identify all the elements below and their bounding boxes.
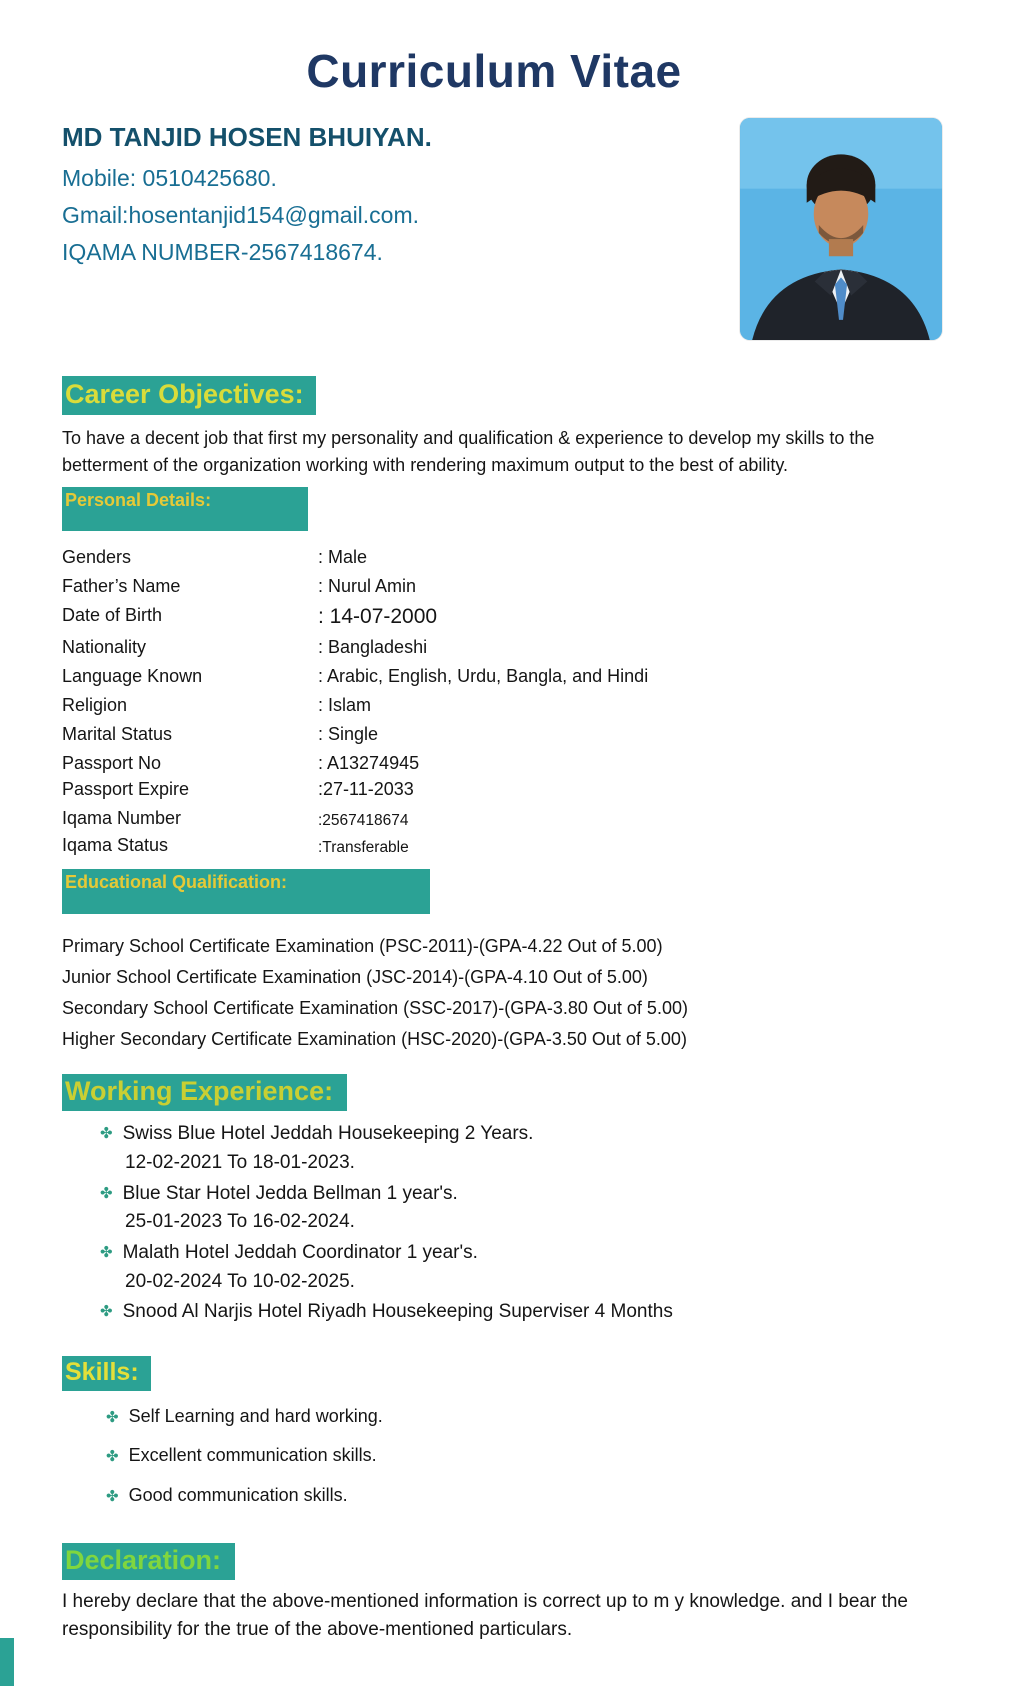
detail-row-language-known bbox=[62, 666, 966, 687]
skill-item bbox=[106, 1405, 966, 1431]
detail-row-religion bbox=[62, 695, 966, 716]
experience-dates: 12-02-2021 To 18-01-2023. bbox=[125, 1152, 355, 1174]
mobile-line: Mobile: 0510425680. bbox=[62, 165, 277, 191]
iqama-line: IQAMA NUMBER-2567418674. bbox=[62, 239, 383, 265]
detail-value: : Arabic, English, Urdu, Bangla, and Hindi bbox=[318, 665, 649, 686]
career-objectives-text: To have a decent job that first my personality and qualification & experience to develop my skills to the betterment of the organization working with rendering maximum output to the best of ability. bbox=[62, 428, 875, 476]
detail-row-nationality bbox=[62, 637, 966, 658]
bullet-icon: ✤ bbox=[106, 1408, 119, 1426]
detail-label: Religion bbox=[62, 694, 128, 715]
bullet-icon: ✤ bbox=[100, 1244, 113, 1262]
detail-value: : Nurul Amin bbox=[318, 575, 417, 596]
bullet-icon: ✤ bbox=[106, 1448, 119, 1466]
detail-value: : Single bbox=[318, 723, 379, 744]
detail-label: Nationality bbox=[62, 636, 147, 657]
working-experience-heading: Working Experience: bbox=[62, 1074, 347, 1111]
skill-item bbox=[106, 1444, 966, 1470]
detail-value: : Bangladeshi bbox=[318, 636, 428, 657]
detail-value: :27-11-2033 bbox=[318, 778, 414, 799]
detail-value: : A13274945 bbox=[318, 752, 420, 773]
experience-title: Malath Hotel Jeddah Coordinator 1 year's. bbox=[122, 1242, 478, 1264]
bullet-icon: ✤ bbox=[106, 1487, 119, 1505]
experience-title: Blue Star Hotel Jedda Bellman 1 year's. bbox=[122, 1182, 458, 1204]
experience-item bbox=[100, 1121, 966, 1175]
header bbox=[62, 122, 966, 352]
detail-row-genders bbox=[62, 547, 966, 568]
detail-value: : Islam bbox=[318, 694, 372, 715]
declaration-text: I hereby declare that the above-mentioned information is correct up to m y knowledge. and I bear the responsibility for the true of the above-mentioned particulars. bbox=[62, 1591, 908, 1640]
skill-text: Self Learning and hard working. bbox=[128, 1405, 383, 1426]
detail-label: Passport Expire bbox=[62, 778, 190, 799]
person-portrait-icon bbox=[740, 118, 942, 340]
page-title: Curriculum Vitae bbox=[306, 45, 682, 97]
email-line: Gmail:hosentanjid154@gmail.com. bbox=[62, 202, 420, 228]
skill-text: Excellent communication skills. bbox=[128, 1445, 377, 1466]
detail-label: Passport No bbox=[62, 752, 162, 773]
skills-list bbox=[106, 1405, 966, 1510]
skills-heading: Skills: bbox=[62, 1356, 151, 1391]
experience-list bbox=[100, 1121, 966, 1324]
experience-item bbox=[100, 1181, 966, 1235]
experience-title: Swiss Blue Hotel Jeddah Housekeeping 2 Years. bbox=[122, 1123, 534, 1145]
personal-details-heading: Personal Details: bbox=[62, 487, 308, 531]
detail-label: Iqama Status bbox=[62, 834, 169, 855]
education-item-jsc: Junior School Certificate Examination (JSC-2014)-(GPA-4.10 Out of 5.00) bbox=[62, 967, 648, 988]
detail-row-date-of-birth bbox=[62, 605, 966, 629]
experience-title: Snood Al Narjis Hotel Riyadh Housekeeping Superviser 4 Months bbox=[122, 1301, 673, 1323]
detail-value: : Male bbox=[318, 546, 368, 567]
page-edge-accent bbox=[0, 1638, 14, 1686]
detail-row-passport-expire bbox=[62, 779, 966, 800]
detail-label: Marital Status bbox=[62, 723, 173, 744]
bullet-icon: ✤ bbox=[100, 1184, 113, 1202]
profile-photo bbox=[740, 118, 942, 340]
detail-row-iqama-number bbox=[62, 808, 966, 830]
experience-item bbox=[100, 1299, 966, 1325]
detail-row-fathers-name bbox=[62, 576, 966, 597]
detail-label: Iqama Number bbox=[62, 807, 182, 828]
bullet-icon: ✤ bbox=[100, 1125, 113, 1143]
detail-row-marital-status bbox=[62, 724, 966, 745]
detail-label: Date of Birth bbox=[62, 604, 163, 625]
detail-row-passport-no bbox=[62, 753, 966, 774]
detail-row-iqama-status bbox=[62, 835, 966, 857]
detail-value: :Transferable bbox=[318, 838, 409, 856]
education-item-psc: Primary School Certificate Examination (PSC-2011)-(GPA-4.22 Out of 5.00) bbox=[62, 936, 663, 957]
personal-details-list bbox=[62, 547, 966, 857]
candidate-name: MD TANJID HOSEN BHUIYAN. bbox=[62, 122, 432, 152]
declaration-heading: Declaration: bbox=[62, 1543, 235, 1580]
experience-item bbox=[100, 1240, 966, 1294]
education-list bbox=[62, 936, 966, 1050]
educational-qualification-heading: Educational Qualification: bbox=[62, 869, 430, 915]
experience-dates: 20-02-2024 To 10-02-2025. bbox=[125, 1270, 355, 1292]
detail-value: : 14-07-2000 bbox=[318, 604, 438, 628]
bullet-icon: ✤ bbox=[100, 1303, 113, 1321]
career-objectives-heading: Career Objectives: bbox=[62, 376, 316, 415]
detail-label: Father’s Name bbox=[62, 575, 181, 596]
education-item-ssc: Secondary School Certificate Examination (SSC-2017)-(GPA-3.80 Out of 5.00) bbox=[62, 998, 688, 1019]
detail-value: :2567418674 bbox=[318, 811, 409, 829]
education-item-hsc: Higher Secondary Certificate Examination (HSC-2020)-(GPA-3.50 Out of 5.00) bbox=[62, 1029, 687, 1050]
experience-dates: 25-01-2023 To 16-02-2024. bbox=[125, 1211, 355, 1233]
detail-label: Genders bbox=[62, 546, 132, 567]
skill-item bbox=[106, 1484, 966, 1510]
skill-text: Good communication skills. bbox=[128, 1484, 348, 1505]
detail-label: Language Known bbox=[62, 665, 203, 686]
